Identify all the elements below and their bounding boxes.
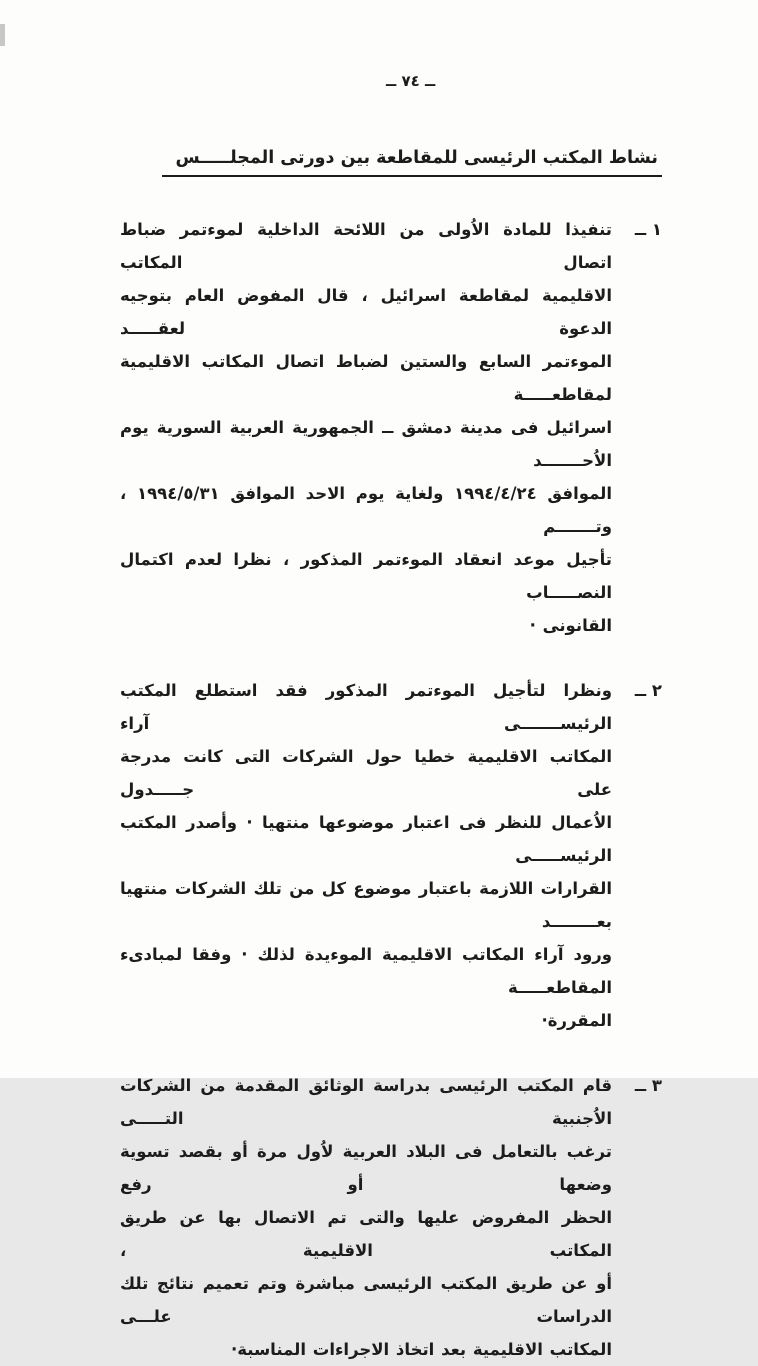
body-line: أو عن طريق المكتب الرئيسى مباشرة وتم تعميم نتائج تلك الدراسات علـــى [120,1274,612,1326]
paragraph-3-text [120,1069,612,1366]
paragraph-3-marker: ٣ ــ [634,1076,662,1095]
paragraph-2-text [120,674,612,1037]
paragraph-2 [120,674,662,1037]
page-number: ــ ٧٤ ــ [386,72,436,90]
body-line: قام المكتب الرئيسى بدراسة الوثائق المقدمة من الشركات الاُجنبية التـــــى [120,1076,612,1128]
body-line: الحظر المفروض عليها والتى تم الاتصال بها عن طريق المكاتب الاقليمية ، [120,1208,612,1260]
body-line: الموافق ١٩٩٤/٤/٢٤ ولغاية يوم الاحد الموافق ١٩٩٤/٥/٣١ ، وتـــــــم [120,484,612,536]
body-line: تأجيل موعد انعقاد الموءتمر المذكور ، نظرا لعدم اكتمال النصـــــاب [120,550,612,602]
paragraph-1 [120,213,662,642]
paragraph-1-text [120,213,612,642]
body-line: القرارات اللازمة باعتبار موضوع كل من تلك الشركات منتهيا بعــــــــد [120,879,612,931]
paragraph-2-marker: ٢ ــ [634,681,662,700]
paragraph-1-marker: ١ ــ [634,220,662,239]
body-line: الاُعمال للنظر فى اعتبار موضوعها منتهيا · وأصدر المكتب الرئيســـــى [120,813,612,865]
body-line: المقررة· [541,1011,612,1030]
body-line: ترغب بالتعامل فى البلاد العربية لاُول مرة أو بقصد تسوية وضعها أو رفع [120,1142,612,1194]
scan-artifact [0,24,5,46]
body-line: ونظرا لتأجيل الموءتمر المذكور فقد استطلع المكتب الرئيســـــــى آراء [120,681,612,733]
body-line: الاقليمية لمقاطعة اسرائيل ، قال المفوض العام بتوجيه الدعوة لعقـــــد [120,286,612,338]
title-row [0,0,758,168]
document-title: نشاط المكتب الرئيسى للمقاطعة بين دورتى المجلـــــس [162,148,662,177]
paragraph-3 [120,1069,662,1366]
body-line: القانونى · [529,616,612,635]
body-line: اسرائيل فى مدينة دمشق ــ الجمهورية العربية السورية يوم الاُحـــــــد [120,418,612,470]
body-line: ورود آراء المكاتب الاقليمية الموءيدة لذلك · وفقا لمبادىء المقاطعـــــة [120,945,612,997]
body-line: الموءتمر السابع والستين لضباط اتصال المكاتب الاقليمية لمقاطعـــــة [120,352,612,404]
body-line: المكاتب الاقليمية بعد اتخاذ الاجراءات المناسبة· [230,1340,612,1359]
body-line: المكاتب الاقليمية خطيا حول الشركات التى كانت مدرجة على جـــــدول [120,747,612,799]
document-body [0,177,758,1366]
body-line: تنفيذا للمادة الاُولى من اللائحة الداخلية لموءتمر ضباط اتصال المكاتب [120,220,612,272]
